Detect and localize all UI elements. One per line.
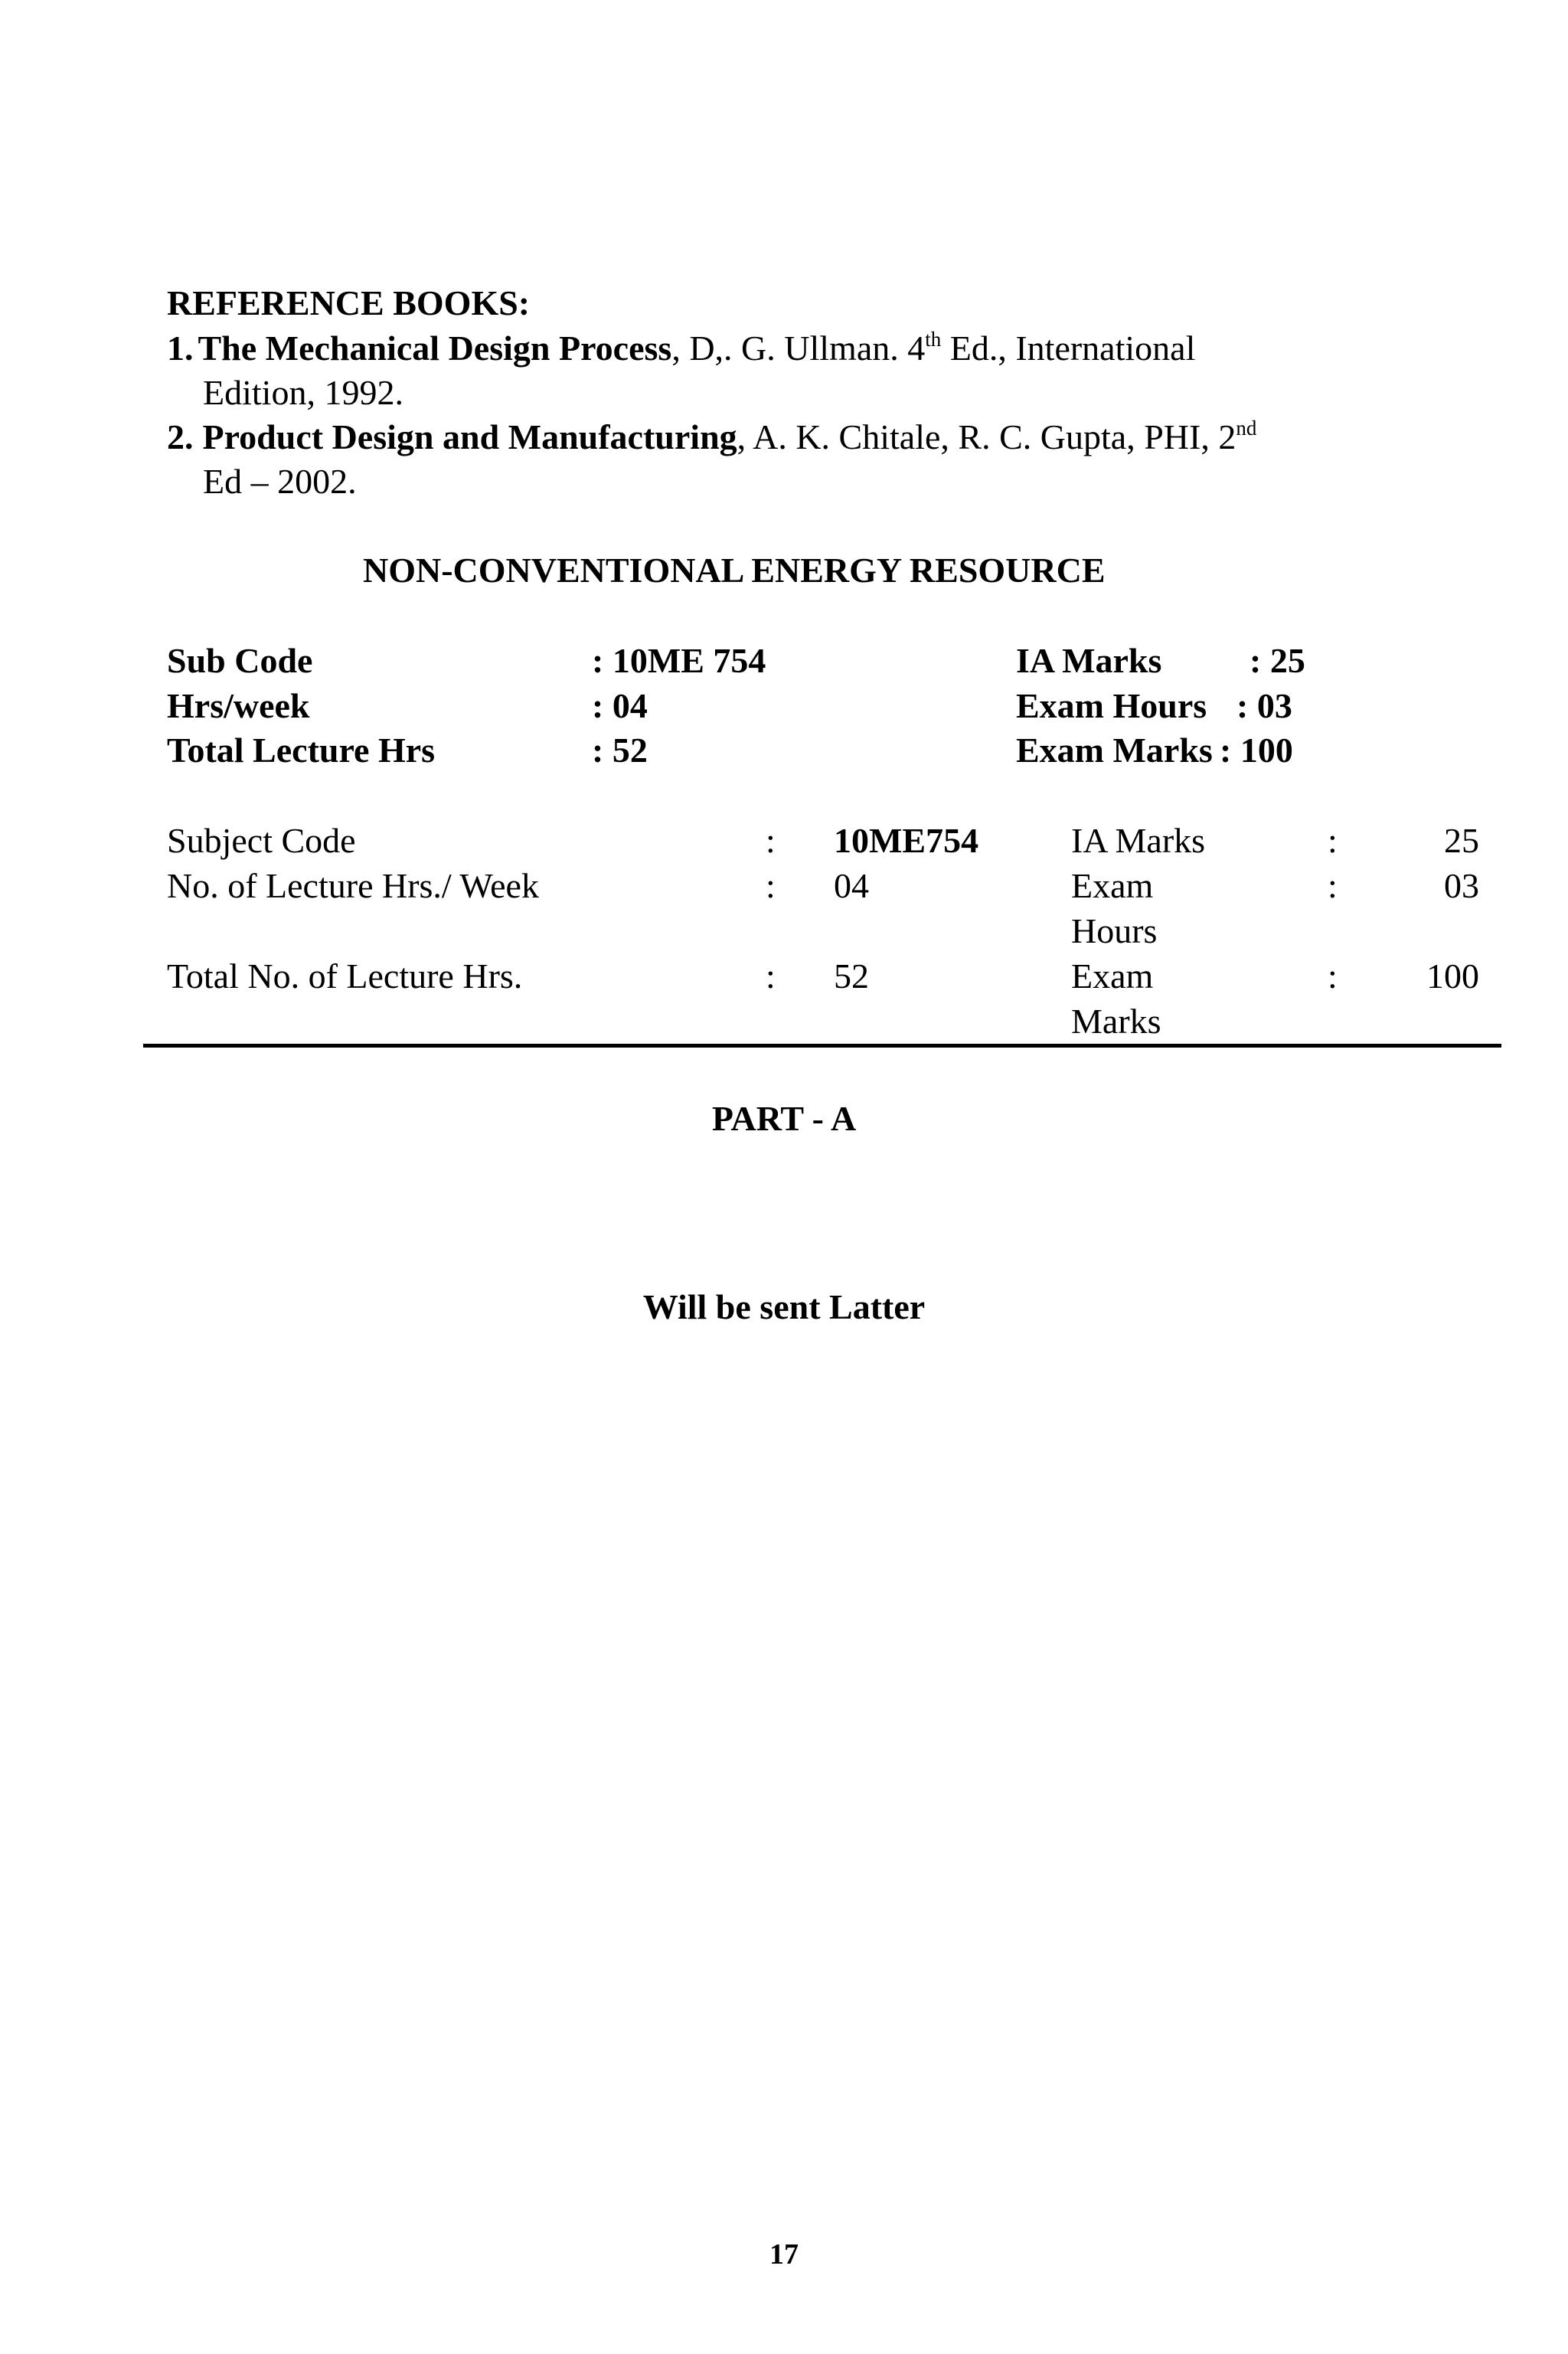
table-label-exam-marks: Exam	[1071, 956, 1154, 996]
table-separator: :	[766, 866, 776, 905]
table-label-exam-marks-2: Marks	[1071, 1002, 1161, 1041]
table-label-lecture-week: No. of Lecture Hrs./ Week	[167, 866, 539, 905]
table-value-exam-hours: 03	[1444, 866, 1479, 905]
table-separator: :	[1328, 866, 1338, 905]
reference-title: Product Design and Manufacturing	[202, 417, 737, 456]
table-value-exam-marks: 100	[1426, 956, 1479, 996]
reference-superscript: nd	[1236, 417, 1257, 440]
reference-item-1	[167, 326, 1195, 371]
table-separator: :	[1328, 821, 1338, 860]
table-separator: :	[766, 956, 776, 996]
table-separator: :	[1328, 956, 1338, 996]
reference-item-2	[167, 415, 1256, 459]
info-value-exam-marks: : 100	[1220, 731, 1293, 770]
info-label-exam-hours: Exam Hours	[1016, 686, 1207, 725]
table-value-total-lecture: 52	[834, 956, 869, 996]
reference-superscript: th	[925, 328, 942, 351]
reference-number: 1.	[167, 329, 194, 368]
part-heading: PART - A	[711, 1099, 857, 1138]
reference-details: , A. K. Chitale, R. C. Gupta, PHI, 2	[737, 417, 1236, 456]
table-separator: :	[766, 821, 776, 860]
table-label-exam-hours-2: Hours	[1071, 911, 1158, 950]
table-value-lecture-week: 04	[834, 866, 869, 905]
table-label-ia-marks: IA Marks	[1071, 821, 1206, 860]
reference-details-cont: Ed., International	[941, 329, 1196, 368]
table-label-total-lecture: Total No. of Lecture Hrs.	[167, 956, 523, 996]
course-title: NON-CONVENTIONAL ENERGY RESOURCE	[363, 551, 1106, 590]
info-label-sub-code: Sub Code	[167, 641, 313, 680]
references-heading: REFERENCE BOOKS:	[167, 283, 531, 322]
table-label-subject-code: Subject Code	[167, 821, 356, 860]
info-value-hrs-week: : 04	[592, 686, 648, 725]
info-label-hrs-week: Hrs/week	[167, 686, 310, 725]
reference-item-2-continuation: Ed – 2002.	[203, 462, 357, 501]
info-label-exam-marks: Exam Marks	[1016, 731, 1213, 770]
info-value-ia-marks: : 25	[1250, 641, 1305, 680]
reference-number: 2.	[167, 417, 194, 456]
info-label-ia-marks: IA Marks	[1016, 641, 1162, 680]
info-label-total-lecture: Total Lecture Hrs	[167, 731, 436, 770]
page-number: 17	[769, 2238, 799, 2271]
info-value-exam-hours: : 03	[1236, 686, 1292, 725]
reference-item-1-continuation: Edition, 1992.	[203, 373, 403, 412]
reference-details: , D,. G. Ullman. 4	[671, 329, 926, 368]
table-label-exam-hours: Exam	[1071, 866, 1154, 905]
notice-text: Will be sent Latter	[642, 1287, 926, 1326]
reference-title: The Mechanical Design Process	[198, 329, 672, 368]
horizontal-rule	[143, 1044, 1501, 1048]
info-value-sub-code: : 10ME 754	[592, 641, 766, 680]
table-value-ia-marks: 25	[1444, 821, 1479, 860]
info-value-total-lecture: : 52	[592, 731, 648, 770]
table-value-subject-code: 10ME754	[834, 821, 979, 860]
